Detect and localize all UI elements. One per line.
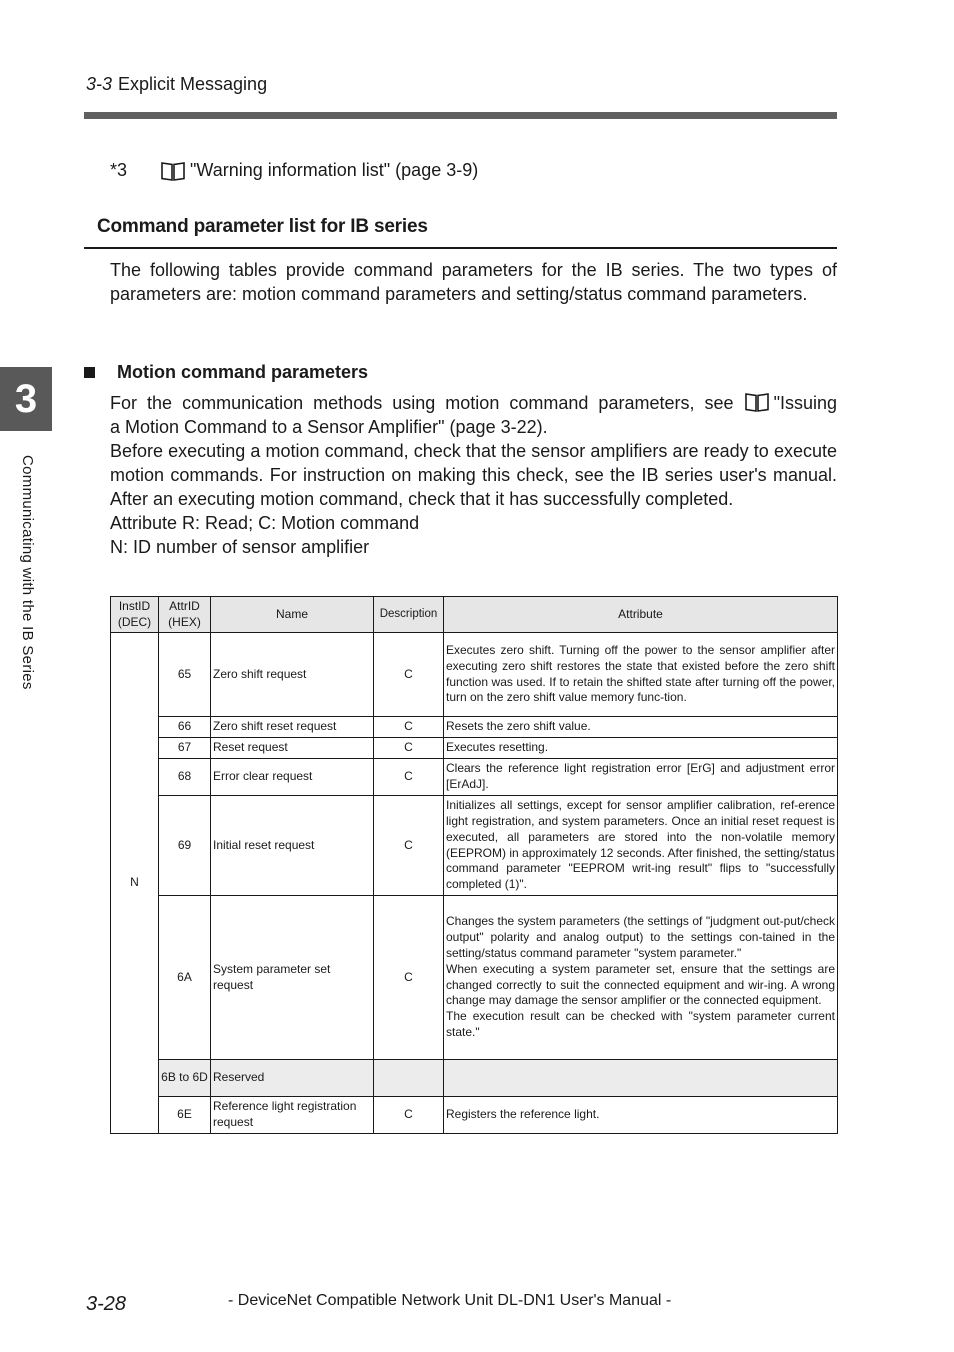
attribute-cell <box>444 1060 838 1097</box>
intro-paragraph: The following tables provide command parameters for the IB series. The two types of parameters are: motion command parameters and setting/status command parameters. <box>110 260 837 304</box>
body-line-5: N: ID number of sensor amplifier <box>110 537 370 557</box>
attr-id-cell: 69 <box>159 796 211 896</box>
table-row <box>111 896 838 1060</box>
heading-rule <box>84 247 837 249</box>
table-row <box>111 759 838 796</box>
motion-command-table <box>110 596 838 1134</box>
table-row-reserved <box>111 1060 838 1097</box>
attribute-cell: Resets the zero shift value. <box>444 717 838 738</box>
bullet-square-icon <box>84 367 95 378</box>
footnote-text: "Warning information list" (page 3-9) <box>190 160 479 180</box>
name-cell: Reset request <box>211 738 374 759</box>
attr-id-cell: 67 <box>159 738 211 759</box>
header-description: Description <box>374 597 444 633</box>
name-cell: Zero shift reset request <box>211 717 374 738</box>
header-instid: InstID (DEC) <box>111 597 159 633</box>
header-rule <box>84 112 837 119</box>
body-line-1-tail: "Issuing <box>773 393 837 413</box>
attr-id-cell: 6B to 6D <box>159 1060 211 1097</box>
table-header-row <box>111 597 838 633</box>
table-row <box>111 1097 838 1134</box>
header-name: Name <box>211 597 374 633</box>
name-cell: Error clear request <box>211 759 374 796</box>
name-cell: Reserved <box>211 1060 374 1097</box>
section-header <box>86 74 267 95</box>
body-line-3: Before executing a motion command, check that the sensor amplifiers are ready to execute motion commands. For instruction on making this check, see the IB series user's manual. After an executing motion command, check that it has successfully completed. <box>110 441 837 509</box>
section-number: 3-3 <box>86 74 113 94</box>
description-cell: C <box>374 896 444 1060</box>
inst-id-cell: N <box>111 633 159 1134</box>
name-cell: Reference light registration request <box>211 1097 374 1134</box>
table-row <box>111 633 838 717</box>
attr-id-cell: 6E <box>159 1097 211 1134</box>
attribute-cell: Changes the system parameters (the settings of "judgment out-put/check output" polarity and analog output) to the settings con-tained in the setting/status command parameter "system parameter." When executing a system parameter set, ensure that the settings are changed correctly to suit the connected equipment and wir-ing. A wrong change may damage the sensor amplifier or the connected equipment. The execution result can be checked with "system parameter current state." <box>444 896 838 1060</box>
name-cell: Zero shift request <box>211 633 374 717</box>
name-cell: System parameter set request <box>211 896 374 1060</box>
attribute-cell: Executes resetting. <box>444 738 838 759</box>
footnote-3 <box>110 160 478 181</box>
body-line-1 <box>110 391 837 415</box>
description-cell: C <box>374 738 444 759</box>
table-row <box>111 717 838 738</box>
book-icon <box>744 392 770 412</box>
attribute-cell: Registers the reference light. <box>444 1097 838 1134</box>
attribute-cell: Executes zero shift. Turning off the power to the sensor amplifier after executing zero shift restores the state that existed before the zero shift function was used. If to retain the shifted state after turning off the power, turn on the zero shift value memory func-tion. <box>444 633 838 717</box>
description-cell: C <box>374 796 444 896</box>
name-cell: Initial reset request <box>211 796 374 896</box>
attr-id-cell: 66 <box>159 717 211 738</box>
header-attribute: Attribute <box>444 597 838 633</box>
body-line-1-text: For the communication methods using motion command parameters, see <box>110 393 734 413</box>
attribute-cell: Clears the reference light registration error [ErG] and adjustment error [ErAdJ]. <box>444 759 838 796</box>
subsection-title <box>84 362 368 383</box>
description-cell: C <box>374 633 444 717</box>
page-number: 3-28 <box>86 1293 127 1315</box>
section-heading: Command parameter list for IB series <box>97 216 428 237</box>
description-cell: C <box>374 759 444 796</box>
table-row <box>111 738 838 759</box>
attr-id-cell: 65 <box>159 633 211 717</box>
footer-title: - DeviceNet Compatible Network Unit DL-DN1 User's Manual - <box>228 1292 672 1309</box>
body-line-2: a Motion Command to a Sensor Amplifier" (page 3-22). <box>110 417 548 437</box>
footnote-mark: *3 <box>110 160 128 180</box>
description-cell <box>374 1060 444 1097</box>
table-row <box>111 796 838 896</box>
header-attrid: AttrID (HEX) <box>159 597 211 633</box>
attr-id-cell: 6A <box>159 896 211 1060</box>
chapter-side-label: Communicating with the IB Series <box>19 455 36 690</box>
subsection-title-text: Motion command parameters <box>117 362 369 382</box>
section-title: Explicit Messaging <box>118 74 268 94</box>
description-cell: C <box>374 717 444 738</box>
description-cell: C <box>374 1097 444 1134</box>
chapter-tab: 3 <box>0 367 52 431</box>
attribute-cell: Initializes all settings, except for sensor amplifier calibration, ref-erence light registration, and system parameters. Once an initial reset request is executed, all parameters are stored into the non-volatile memory (EEPROM) in approximately 12 seconds. After finished, the setting/status command parameter "EEPROM writ-ing result" flips to "successfully completed (1)". <box>444 796 838 896</box>
attr-id-cell: 68 <box>159 759 211 796</box>
body-line-4: Attribute R: Read; C: Motion command <box>110 513 420 533</box>
subsection-body <box>110 391 837 559</box>
book-icon <box>160 161 186 181</box>
